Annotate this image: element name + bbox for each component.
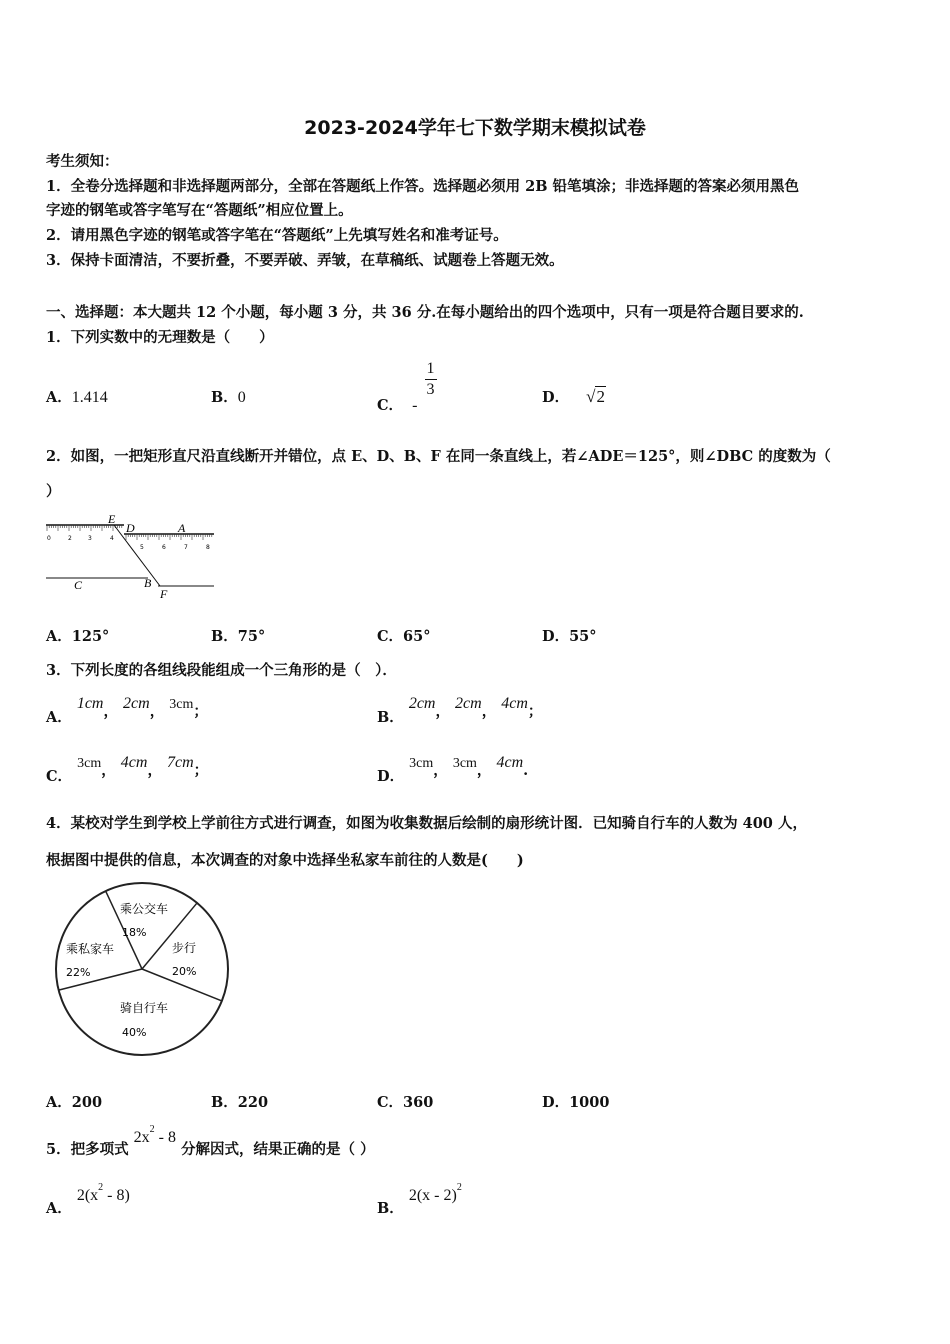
q5-stem-pre: 5．把多项式 <box>46 1141 129 1158</box>
denominator: 3 <box>426 381 435 398</box>
ruler-figure <box>44 512 220 604</box>
option-label: C． <box>377 1094 404 1111</box>
option-label: D． <box>377 768 405 785</box>
notice-item-1-cont: 字迹的钢笔或答字笔写在“答题纸”相应位置上。 <box>46 202 353 219</box>
notice-item-1: 1．全卷分选择题和非选择题两部分，全部在答题纸上作答。选择题必须用 2B 铅笔填涂；非选择题的答案必须用黑色 <box>46 178 800 195</box>
length-1: 3cm <box>77 756 102 771</box>
option-label: C． <box>377 396 404 414</box>
q2-stem: 2．如图，一把矩形直尺沿直线断开并错位，点 E、D、B、F 在同一条直线上，若∠ADE＝125°，则∠DBC 的度数为（ <box>46 448 831 465</box>
ruler-right-ticks <box>126 534 212 540</box>
pie-value-car: 22% <box>66 966 91 979</box>
option-value: 1000 <box>569 1094 610 1111</box>
separator: ， <box>433 762 448 779</box>
numerator: 1 <box>426 360 435 377</box>
q3-option-c[interactable] <box>46 751 209 785</box>
end-mark: ； <box>193 762 209 779</box>
q3-option-b[interactable] <box>377 692 543 726</box>
separator: ， <box>101 762 116 779</box>
end-mark: ； <box>193 703 208 720</box>
square-root: √2 <box>586 387 605 406</box>
notice-item-3: 3．保持卡面清洁，不要折叠，不要弄破、弄皱，在草稿纸、试题卷上答题无效。 <box>46 252 564 269</box>
expression <box>76 1182 130 1204</box>
expression <box>408 1182 462 1204</box>
expr-exponent: 2 <box>98 1182 104 1193</box>
tick-num: 5 <box>140 544 144 551</box>
section-heading: 一、选择题：本大题共 12 个小题，每小题 3 分，共 36 分.在每小题给出的四个选项中，只有一项是符合题目要求的. <box>46 304 804 321</box>
point-d-label: D <box>126 521 135 535</box>
q5-stem <box>46 1124 375 1158</box>
expr-pre: 2(x <box>76 1187 99 1204</box>
notice-item-2: 2．请用黑色字迹的钢笔或答字笔在“答题纸”上先填写姓名和准考证号。 <box>46 227 508 244</box>
notice-heading: 考生须知： <box>46 153 119 170</box>
tick-num: 3 <box>88 535 92 542</box>
separator: ， <box>476 762 492 779</box>
point-f-label: F <box>160 587 168 601</box>
length-3: 3cm <box>169 697 194 712</box>
q1-option-a[interactable] <box>46 386 108 407</box>
pie-slice-bus <box>106 883 197 969</box>
option-value: 200 <box>71 1094 103 1111</box>
pie-value-bus: 18% <box>122 926 147 939</box>
end-mark: ； <box>527 703 543 720</box>
point-b-label: B <box>144 576 152 590</box>
point-e-label: E <box>108 512 116 526</box>
q3-option-d[interactable] <box>377 751 529 785</box>
separator: ， <box>435 703 450 720</box>
tick-num: 2 <box>68 535 72 542</box>
poly-tail: - 8 <box>154 1129 176 1146</box>
length-1: 1cm <box>76 695 104 712</box>
length-1: 2cm <box>408 695 436 712</box>
tick-num: 0 <box>47 535 51 542</box>
q4-option-b[interactable] <box>211 1091 268 1112</box>
length-3: 7cm <box>167 754 194 771</box>
option-value: 1.414 <box>71 389 108 406</box>
length-2: 4cm <box>120 754 148 771</box>
length-2: 2cm <box>123 695 150 712</box>
option-label: A． <box>46 389 72 406</box>
pie-value-walk: 20% <box>172 965 197 978</box>
q2-option-d[interactable] <box>542 625 597 646</box>
option-label: B． <box>211 389 238 406</box>
radicand: 2 <box>596 387 605 406</box>
minus-sign: - <box>412 396 418 414</box>
poly-base: 2x <box>133 1129 150 1146</box>
option-label: A． <box>46 1094 72 1111</box>
expr-pre: 2(x - 2) <box>408 1187 457 1204</box>
option-value: 360 <box>403 1094 434 1111</box>
q2-option-c[interactable] <box>377 625 430 646</box>
option-label: D． <box>542 389 570 406</box>
q2-option-a[interactable] <box>46 625 109 646</box>
length-2: 3cm <box>452 756 477 771</box>
q4-stem: 4．某校对学生到学校上学前往方式进行调查，如图为收集数据后绘制的扇形统计图．已知骑自行车的人数为 400 人， <box>46 815 807 832</box>
q2-stem-cont: ） <box>46 483 61 500</box>
option-label: D． <box>542 628 570 645</box>
separator: ， <box>147 762 162 779</box>
option-label: A． <box>46 709 72 726</box>
end-mark: . <box>523 762 529 779</box>
q4-option-a[interactable] <box>46 1091 102 1112</box>
length-3: 4cm <box>501 695 528 712</box>
expr-post: - 8) <box>103 1187 130 1204</box>
option-value: 125° <box>71 628 110 645</box>
option-label: C． <box>46 768 73 785</box>
q1-option-c[interactable] <box>377 360 437 414</box>
q1-option-b[interactable] <box>211 386 246 407</box>
option-value: 220 <box>237 1094 269 1111</box>
tick-num: 7 <box>184 544 188 551</box>
tick-num: 4 <box>110 535 114 542</box>
option-value: 0 <box>237 389 246 406</box>
q5-option-a[interactable] <box>46 1182 130 1217</box>
q4-stem-cont: 根据图中提供的信息，本次调查的对象中选择坐私家车前往的人数是( ) <box>46 852 524 869</box>
pie-label-bus: 乘公交车 <box>120 902 169 916</box>
point-a-label: A <box>178 521 186 535</box>
length-3: 4cm <box>496 754 524 771</box>
pie-label-car: 乘私家车 <box>66 942 115 956</box>
poly-exponent: 2 <box>149 1124 155 1135</box>
option-value: 65° <box>403 628 431 645</box>
tick-num: 8 <box>206 544 210 551</box>
q1-option-d[interactable] <box>542 386 606 407</box>
q5-option-b[interactable] <box>377 1182 462 1217</box>
pie-chart <box>50 880 240 1060</box>
option-value: 75° <box>237 628 266 645</box>
option-label: B． <box>211 1094 238 1111</box>
option-label: D． <box>542 1094 570 1111</box>
q2-option-b[interactable] <box>211 625 265 646</box>
q4-option-d[interactable] <box>542 1091 609 1112</box>
pie-label-walk: 步行 <box>172 941 197 955</box>
option-label: A． <box>46 628 72 645</box>
length-2: 2cm <box>455 695 482 712</box>
option-label: A． <box>46 1200 72 1217</box>
q1-stem: 1．下列实数中的无理数是（ ） <box>46 329 274 346</box>
q3-option-a[interactable] <box>46 692 208 726</box>
polynomial <box>133 1124 176 1146</box>
tick-num: 6 <box>162 544 166 551</box>
separator: ， <box>481 703 497 720</box>
separator: ， <box>149 703 165 720</box>
option-label: C． <box>377 628 404 645</box>
length-1: 3cm <box>409 756 434 771</box>
expr-exponent: 2 <box>456 1182 462 1193</box>
pie-label-bike: 骑自行车 <box>120 1001 169 1015</box>
pie-value-bike: 40% <box>122 1026 147 1039</box>
q5-stem-post: 分解因式，结果正确的是（ ） <box>181 1141 375 1158</box>
point-c-label: C <box>74 578 83 592</box>
option-label: B． <box>211 628 238 645</box>
separator: ， <box>103 703 118 720</box>
option-label: B． <box>377 1200 404 1217</box>
q4-option-c[interactable] <box>377 1091 433 1112</box>
q3-stem: 3．下列长度的各组线段能组成一个三角形的是（ ）． <box>46 662 397 679</box>
fraction <box>425 360 437 399</box>
page-title: 2023-2024学年七下数学期末模拟试卷 <box>304 117 646 139</box>
option-value: 55° <box>569 628 597 645</box>
fraction-bar <box>425 379 437 380</box>
option-label: B． <box>377 709 404 726</box>
